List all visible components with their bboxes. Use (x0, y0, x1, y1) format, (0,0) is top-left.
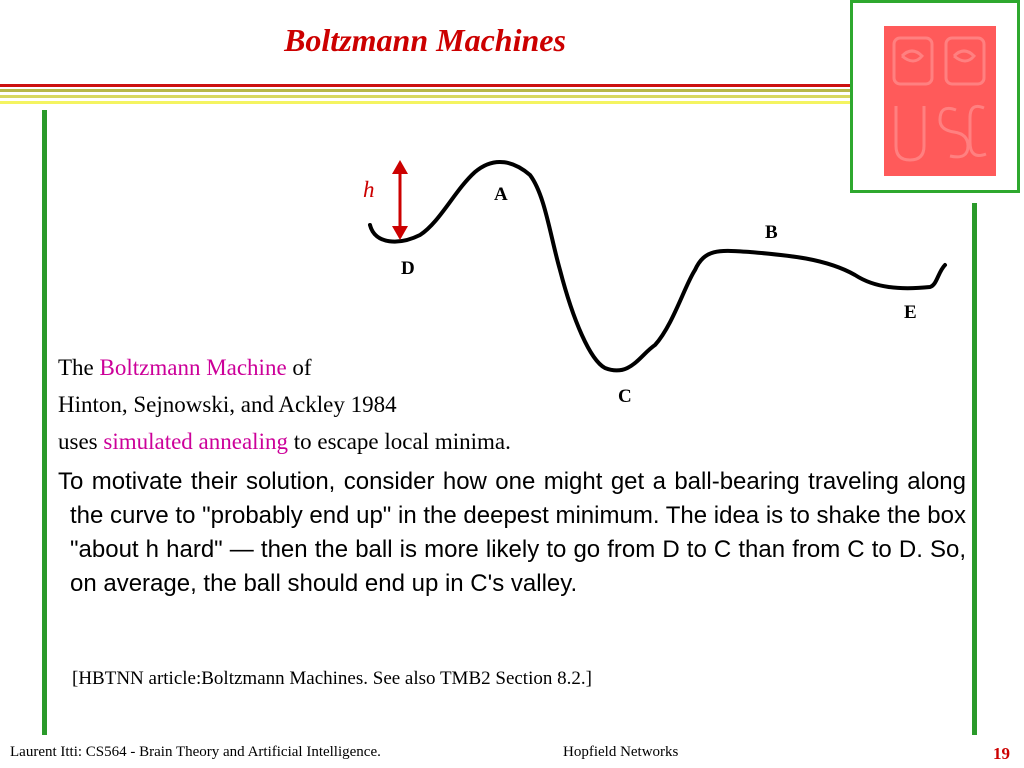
intro-line-3-end: to escape local minima. (287, 429, 511, 454)
reference-note: [HBTNN article:Boltzmann Machines. See also TMB2 Section 8.2.] (72, 668, 592, 689)
intro-line-1-end: of (286, 355, 312, 380)
energy-curve-svg (355, 150, 955, 410)
footer-topic: Hopfield Networks (563, 744, 679, 760)
h-label: h (363, 177, 375, 202)
intro-line-1 (58, 352, 312, 384)
slide-title: Boltzmann Machines (284, 22, 566, 58)
intro-line-1-start: The (58, 355, 100, 380)
right-rule (972, 203, 977, 735)
simulated-annealing-term: simulated annealing (103, 429, 288, 454)
intro-line-3-start: uses (58, 429, 104, 454)
header-rule-yellow (0, 95, 850, 98)
left-rule (42, 110, 47, 735)
energy-curve (370, 162, 945, 371)
header-rule-light (0, 101, 850, 104)
header-rule-olive (0, 89, 850, 92)
intro-line-3 (58, 426, 511, 458)
footer-author: Laurent Itti: CS564 - Brain Theory and Artificial Intelligence. (10, 744, 381, 760)
label-a: A (494, 184, 508, 205)
double-headed-arrow-icon (392, 160, 408, 240)
page-number: 19 (993, 744, 1010, 763)
label-d: D (401, 258, 415, 279)
label-e: E (904, 302, 917, 323)
label-c: C (618, 386, 632, 407)
boltzmann-machine-term: Boltzmann Machine (99, 355, 287, 380)
header-rule-red (0, 84, 850, 87)
energy-landscape-diagram (355, 150, 955, 415)
label-b: B (765, 222, 778, 243)
intro-line-2: Hinton, Sejnowski, and Ackley 1984 (58, 392, 397, 417)
motivation-paragraph: To motivate their solution, consider how one might get a ball-bearing traveling along the curve to "probably end up" in the deepest minimum. The idea is to shake the box "about h hard" — then the ball is more likely to go from D to C than from C to D. So, on average, the ball should end up in C's valley. (58, 468, 966, 597)
